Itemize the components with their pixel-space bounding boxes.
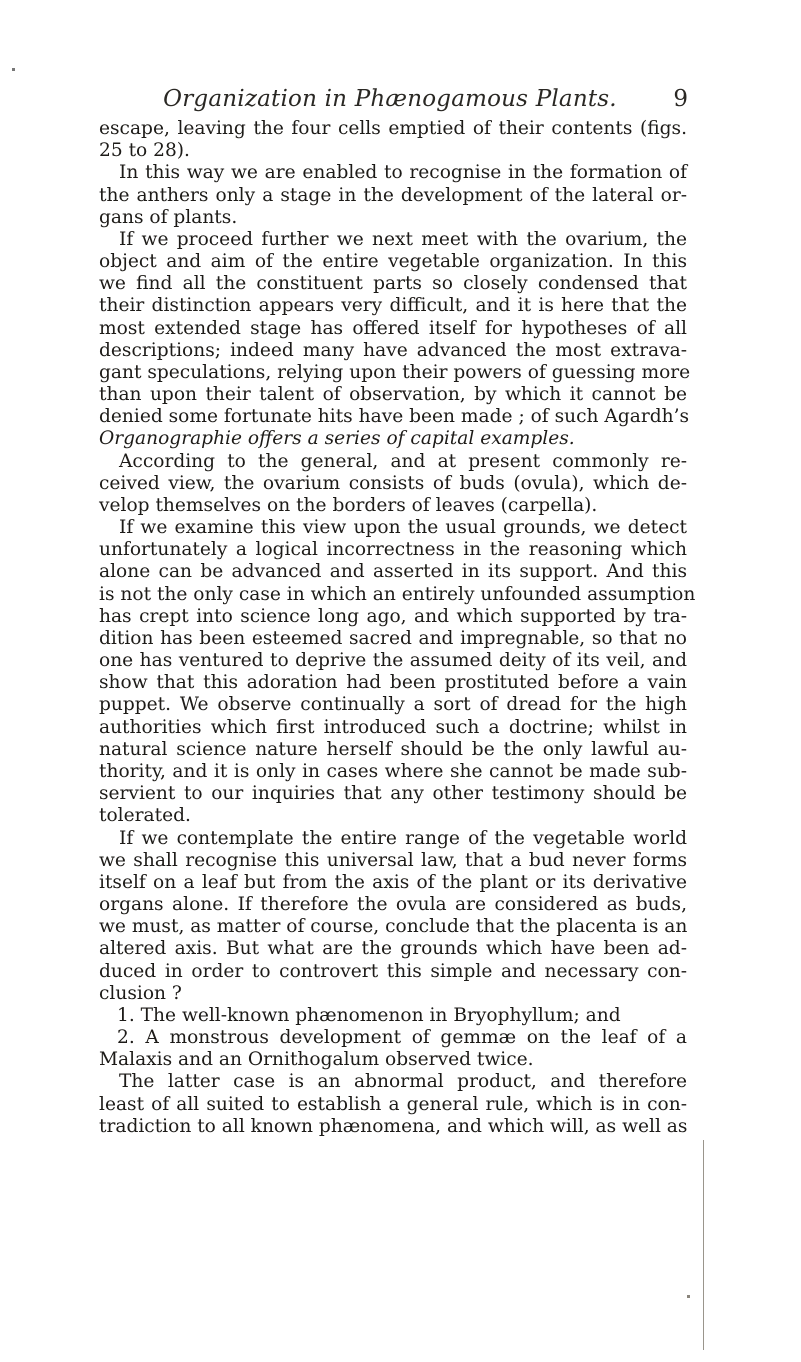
text-line: thority, and it is only in cases where she cannot be made sub- xyxy=(99,760,687,782)
text-line: escape, leaving the four cells emptied of their contents (figs. xyxy=(99,118,687,139)
text-line: descriptions; indeed many have advanced the most extrava- xyxy=(99,339,687,361)
text-line: In this way we are enabled to recognise in the formation of xyxy=(119,162,687,184)
text-line: puppet. We observe continually a sort of dread for the high xyxy=(99,694,687,716)
text-line: velop themselves on the borders of leaves (carpella). xyxy=(99,494,598,516)
text-line: gans of plants. xyxy=(99,206,238,228)
text-line: itself on a leaf but from the axis of the plant or its derivative xyxy=(99,871,687,893)
text-line: Malaxis and an Ornithogalum observed twice. xyxy=(99,1049,534,1071)
text-line: organs alone. If therefore the ovula are considered as buds, xyxy=(99,894,687,916)
text-line: we must, as matter of course, conclude that the placenta is an xyxy=(99,916,688,938)
text-line: is not the only case in which an entirely unfounded assumption xyxy=(99,583,696,605)
text-line: If we contemplate the entire range of the vegetable world xyxy=(119,827,687,849)
text-line: we find all the constituent parts so closely condensed that xyxy=(99,273,687,295)
text-line: one has ventured to deprive the assumed deity of its veil, and xyxy=(99,650,687,672)
text-line: According to the general, and at present commonly re- xyxy=(119,450,687,472)
text-line: we shall recognise this universal law, that a bud never forms xyxy=(99,849,687,871)
scan-speck xyxy=(12,68,15,71)
text-line: ceived view, the ovarium consists of buds (ovula), which de- xyxy=(99,472,687,494)
text-line: natural science nature herself should be the only lawful au- xyxy=(99,738,687,760)
text-line: duced in order to controvert this simple and necessary con- xyxy=(99,960,687,982)
body-text xyxy=(99,118,696,1138)
running-header xyxy=(100,86,688,120)
text-line: least of all suited to establish a general rule, which is in con- xyxy=(99,1093,687,1115)
italic-title: Organographie offers a series of capital examples. xyxy=(99,428,575,450)
text-line xyxy=(99,428,687,450)
text-line: tradiction to all known phænomena, and which will, as well as xyxy=(99,1115,688,1137)
text-line: clusion ? xyxy=(99,982,182,1004)
text-line: If we examine this view upon the usual grounds, we detect xyxy=(119,517,687,539)
text-line: the anthers only a stage in the development of the lateral or- xyxy=(99,184,687,206)
text-line: gant speculations, relying upon their powers of guessing more xyxy=(99,361,691,383)
text-line: altered axis. But what are the grounds which have been ad- xyxy=(99,938,687,960)
scan-gutter-line xyxy=(703,1140,704,1350)
text-line: 2. A monstrous development of gemmæ on the leaf of a xyxy=(117,1027,687,1049)
scan-speck xyxy=(687,1295,690,1298)
text-line: unfortunately a logical incorrectness in the reasoning which xyxy=(99,539,687,561)
text-line: If we proceed further we next meet with the ovarium, the xyxy=(119,228,687,250)
text-line: show that this adoration had been prostituted before a vain xyxy=(99,672,687,694)
text-line: their distinction appears very difficult, and it is here that the xyxy=(99,295,687,317)
text-line: 1. The well-known phænomenon in Bryophyllum; and xyxy=(117,1004,621,1026)
text-line: tolerated. xyxy=(99,805,191,827)
text-line: than upon their talent of observation, by which it cannot be xyxy=(99,384,687,406)
text-line: denied some fortunate hits have been made ; of such Agardh’s xyxy=(99,406,690,428)
text-line: has crept into science long ago, and which supported by tra- xyxy=(99,605,687,627)
text-line: 25 to 28). xyxy=(99,140,190,162)
text-line: most extended stage has offered itself for hypotheses of all xyxy=(99,317,687,339)
text-line: The latter case is an abnormal product, and therefore xyxy=(119,1071,687,1093)
running-title: Organization in Phænogamous Plants. xyxy=(163,86,617,112)
text-line: dition has been esteemed sacred and impregnable, so that no xyxy=(99,627,687,649)
text-line: servient to our inquiries that any other testimony should be xyxy=(99,783,687,805)
text-line: object and aim of the entire vegetable organization. In this xyxy=(99,251,687,273)
page-number: 9 xyxy=(673,86,688,112)
text-line: authorities which first introduced such a doctrine; whilst in xyxy=(99,716,687,738)
text-line: alone can be advanced and asserted in its support. And this xyxy=(99,561,687,583)
